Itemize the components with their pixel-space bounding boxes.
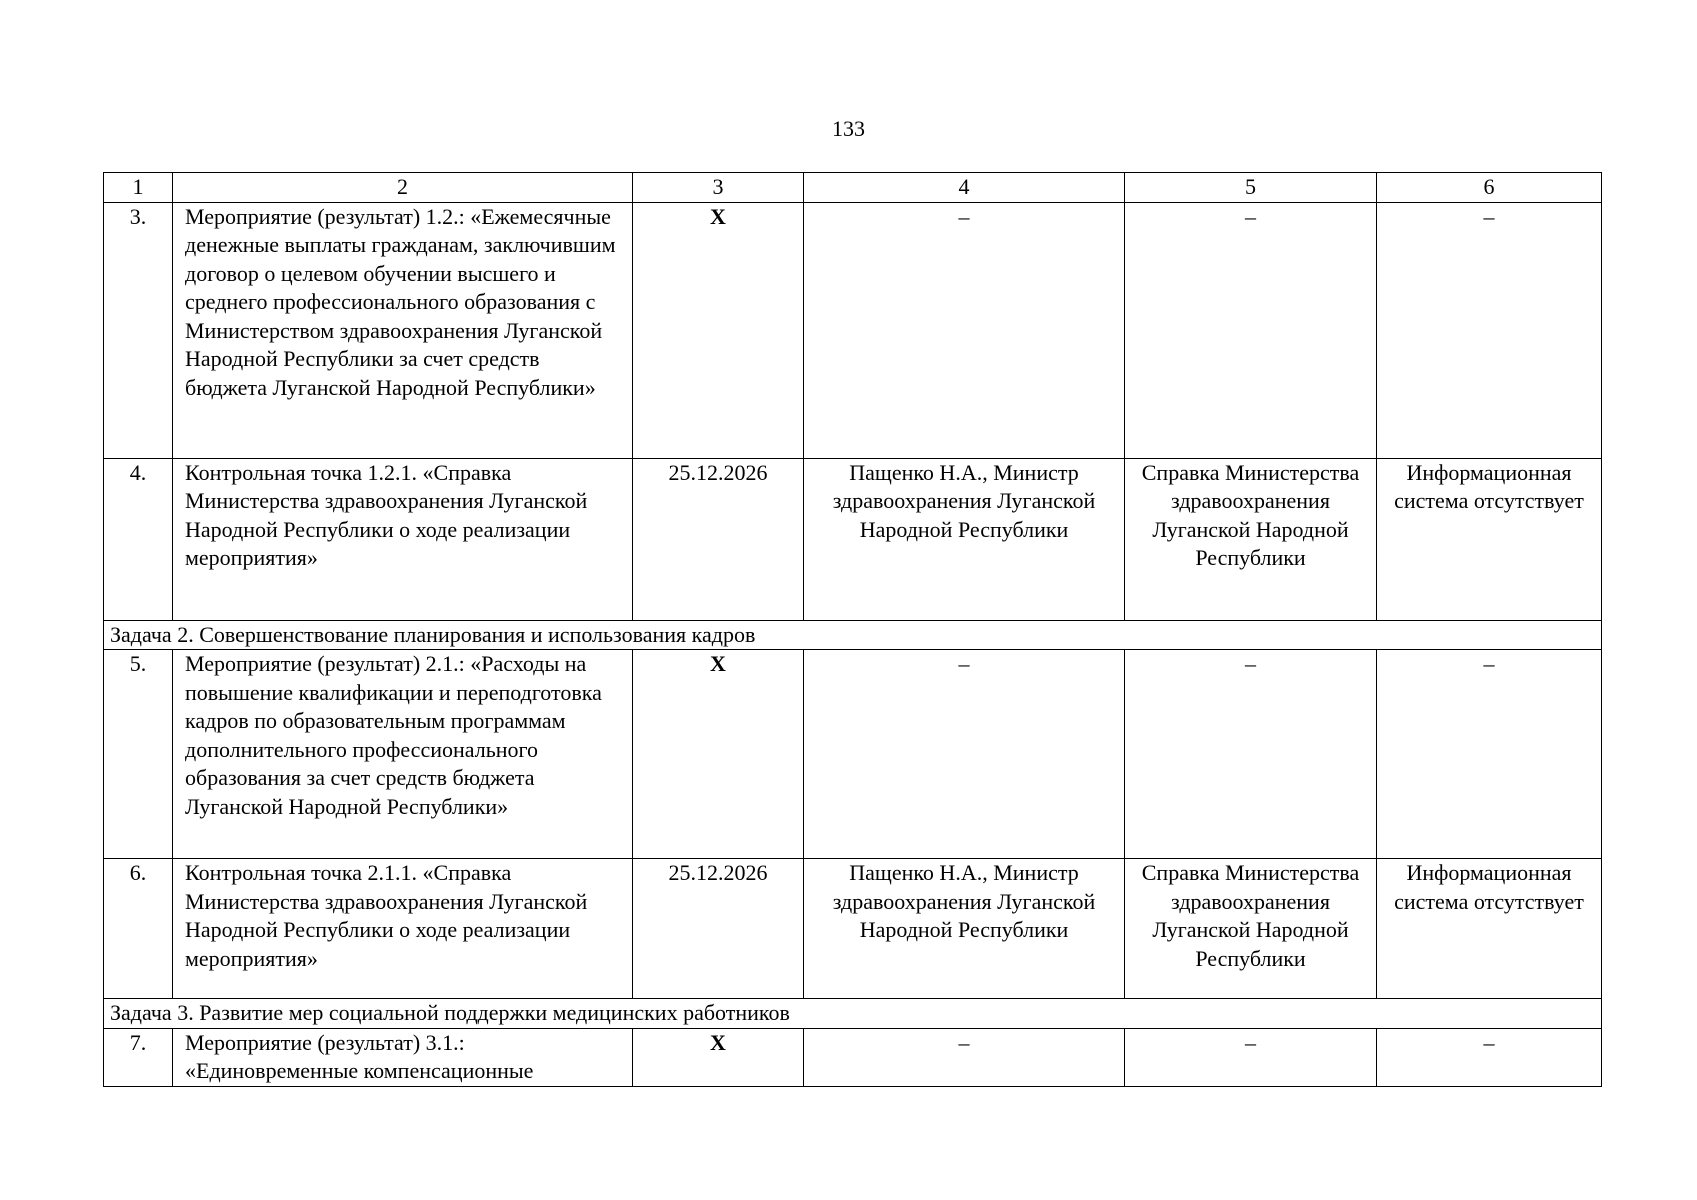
deadline: X [633,650,804,859]
measure-name: Контрольная точка 1.2.1. «Справка Министерства здравоохранения Луганской Народной Республики о ходе реализации мероприятия» [173,458,633,620]
task-heading: Задача 3. Развитие мер социальной поддержки медицинских работников [104,999,1602,1029]
deadline: 25.12.2026 [633,458,804,620]
measure-name: Мероприятие (результат) 2.1.: «Расходы на повышение квалификации и переподготовка кадров по образовательным программам дополнительного профессионального образования за счет средств бюджета Луганской Народной Республики» [173,650,633,859]
information-system: – [1377,1028,1602,1086]
responsible: – [804,1028,1125,1086]
table-header-row [104,173,1602,203]
row-number: 3. [104,202,173,458]
task-row [104,620,1602,650]
responsible: Пащенко Н.А., Министр здравоохранения Луганской Народной Республики [804,859,1125,999]
table-row [104,202,1602,458]
deadline: 25.12.2026 [633,859,804,999]
page-number: 133 [832,116,865,141]
responsible: Пащенко Н.А., Министр здравоохранения Луганской Народной Республики [804,458,1125,620]
column-header-1: 1 [104,173,173,203]
table-row [104,859,1602,999]
measure-name: Мероприятие (результат) 3.1.: «Единовременные компенсационные [173,1028,633,1086]
deadline: X [633,202,804,458]
row-number: 6. [104,859,173,999]
document-type: – [1125,202,1377,458]
measures-table [103,172,1602,1087]
column-header-4: 4 [804,173,1125,203]
responsible: – [804,650,1125,859]
column-header-6: 6 [1377,173,1602,203]
information-system: – [1377,202,1602,458]
table-row [104,1028,1602,1086]
document-type: – [1125,650,1377,859]
measure-name: Контрольная точка 2.1.1. «Справка Министерства здравоохранения Луганской Народной Республики о ходе реализации мероприятия» [173,859,633,999]
row-number: 4. [104,458,173,620]
column-header-2: 2 [173,173,633,203]
responsible: – [804,202,1125,458]
task-row [104,999,1602,1029]
task-heading: Задача 2. Совершенствование планирования и использования кадров [104,620,1602,650]
measure-name: Мероприятие (результат) 1.2.: «Ежемесячные денежные выплаты гражданам, заключившим договор о целевом обучении высшего и среднего профессионального образования с Министерством здравоохранения Луганской Народной Республики за счет средств бюджета Луганской Народной Республики» [173,202,633,458]
column-header-3: 3 [633,173,804,203]
deadline: X [633,1028,804,1086]
information-system: Информационная система отсутствует [1377,458,1602,620]
row-number: 7. [104,1028,173,1086]
information-system: – [1377,650,1602,859]
document-type: Справка Министерства здравоохранения Луганской Народной Республики [1125,859,1377,999]
document-type: Справка Министерства здравоохранения Луганской Народной Республики [1125,458,1377,620]
information-system: Информационная система отсутствует [1377,859,1602,999]
document-type: – [1125,1028,1377,1086]
row-number: 5. [104,650,173,859]
table-row [104,458,1602,620]
table-row [104,650,1602,859]
column-header-5: 5 [1125,173,1377,203]
